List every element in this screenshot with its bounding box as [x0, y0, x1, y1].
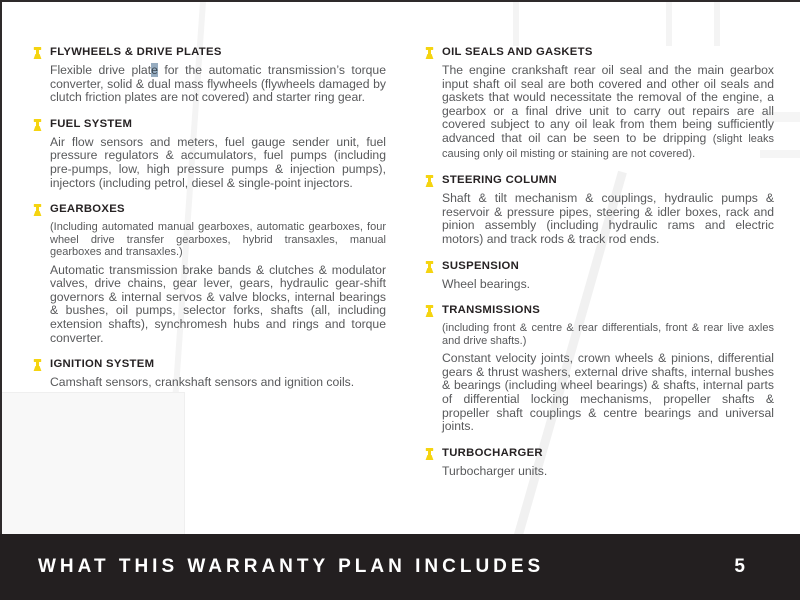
- piston-icon: [33, 118, 42, 130]
- section-text: Air flow sensors and meters, fuel gauge sender unit, fuel pressure regulators & accumulators, fuel pumps (including pre-pumps, low, high pressure pumps & injection pumps), injectors (including petrol, diesel & single-point injectors.: [50, 134, 386, 190]
- section-text: Automatic transmission brake bands & clutches & modulator valves, drive chains, gear lever, gears, hydraulic gear-shift governors & internal servos & valve blocks, internal bearings & bushes, oil pumps, selector forks, shafts (all, including extension shafts), synchromesh hubs and rings and torque converter.: [50, 262, 386, 345]
- section-heading: GEARBOXES: [50, 203, 125, 216]
- footer-bar: [0, 534, 800, 600]
- section-gearboxes: [33, 203, 386, 345]
- piston-icon: [33, 46, 42, 58]
- section-suspension: [425, 260, 774, 292]
- section-text: Turbocharger units.: [442, 463, 548, 478]
- background-watermark: [0, 392, 185, 535]
- left-column: [33, 46, 386, 403]
- section-text: Wheel bearings.: [442, 276, 531, 291]
- piston-icon: [33, 203, 42, 215]
- section-heading: TURBOCHARGER: [442, 446, 543, 459]
- section-ignition-system: [33, 358, 386, 390]
- footer-title: WHAT THIS WARRANTY PLAN INCLUDES: [38, 556, 545, 577]
- section-heading: FUEL SYSTEM: [50, 117, 133, 130]
- section-flywheels-drive-plates: [33, 46, 386, 105]
- section-note: (slight leaks causing only oil misting or staining are not covered).: [442, 132, 775, 160]
- section-heading: TRANSMISSIONS: [442, 304, 541, 317]
- background-watermark: [714, 2, 720, 46]
- section-text: The engine crankshaft rear oil seal and the main gearbox input shaft oil seal are both covered and other oil seals and gaskets that would necessitate the removal of the engine, a gearbox or a final drive unit to carry out repairs are all covered subject to any oil leak from them being sufficiently advanced that oil can be seen to be dripping (slight leaks causing only oil misting or staining are not covered).: [442, 63, 775, 160]
- piston-icon: [425, 174, 434, 186]
- section-fuel-system: [33, 118, 386, 190]
- page-left-border: [0, 0, 2, 536]
- section-turbocharger: [425, 447, 774, 479]
- section-heading: SUSPENSION: [442, 259, 520, 272]
- section-note: (Including automated manual gearboxes, automatic gearboxes, four wheel drive transfer gearboxes, hybrid transaxles, manual gearboxes and transaxles.): [50, 221, 386, 259]
- section-heading: FLYWHEELS & DRIVE PLATES: [50, 46, 222, 58]
- section-heading: OIL SEALS AND GASKETS: [442, 46, 593, 58]
- section-note: (including front & centre & rear differentials, front & rear live axles and drive shafts.): [442, 322, 774, 347]
- section-heading: STEERING COLUMN: [442, 174, 557, 187]
- section-steering-column: [425, 174, 774, 246]
- section-text: Flexible drive plate for the automatic transmission’s torque converter, solid & dual mass flywheels (flywheels damaged by clutch friction plates are not covered) and starter ring gear.: [50, 63, 386, 105]
- section-text: Camshaft sensors, crankshaft sensors and ignition coils.: [50, 375, 355, 390]
- highlighted-character: e: [151, 63, 158, 77]
- piston-icon: [425, 46, 434, 58]
- section-text: Shaft & tilt mechanism & couplings, hydraulic pumps & reservoir & pressure pipes, steering & idler boxes, rack and pinion assembly (including hydraulic rams and electric motors) and track rods & track rod ends.: [442, 191, 774, 246]
- section-oil-seals-gaskets: [425, 46, 774, 161]
- piston-icon: [33, 358, 42, 370]
- section-text: Constant velocity joints, crown wheels & pinions, differential gears & thrust washers, external drive shafts, internal bushes & bearings (including wheel bearings) & shafts, internal parts of differential locking mechanisms, propeller shafts & propeller shaft couplings & centre bearings and universal joints.: [442, 351, 774, 434]
- piston-icon: [425, 304, 434, 316]
- background-watermark: [513, 2, 519, 46]
- background-watermark: [666, 2, 672, 46]
- page-number: 5: [734, 556, 745, 577]
- section-transmissions: [425, 304, 774, 434]
- right-column: [425, 46, 774, 491]
- section-heading: IGNITION SYSTEM: [50, 358, 155, 371]
- piston-icon: [425, 447, 434, 459]
- page-top-border: [0, 0, 800, 2]
- piston-icon: [425, 260, 434, 272]
